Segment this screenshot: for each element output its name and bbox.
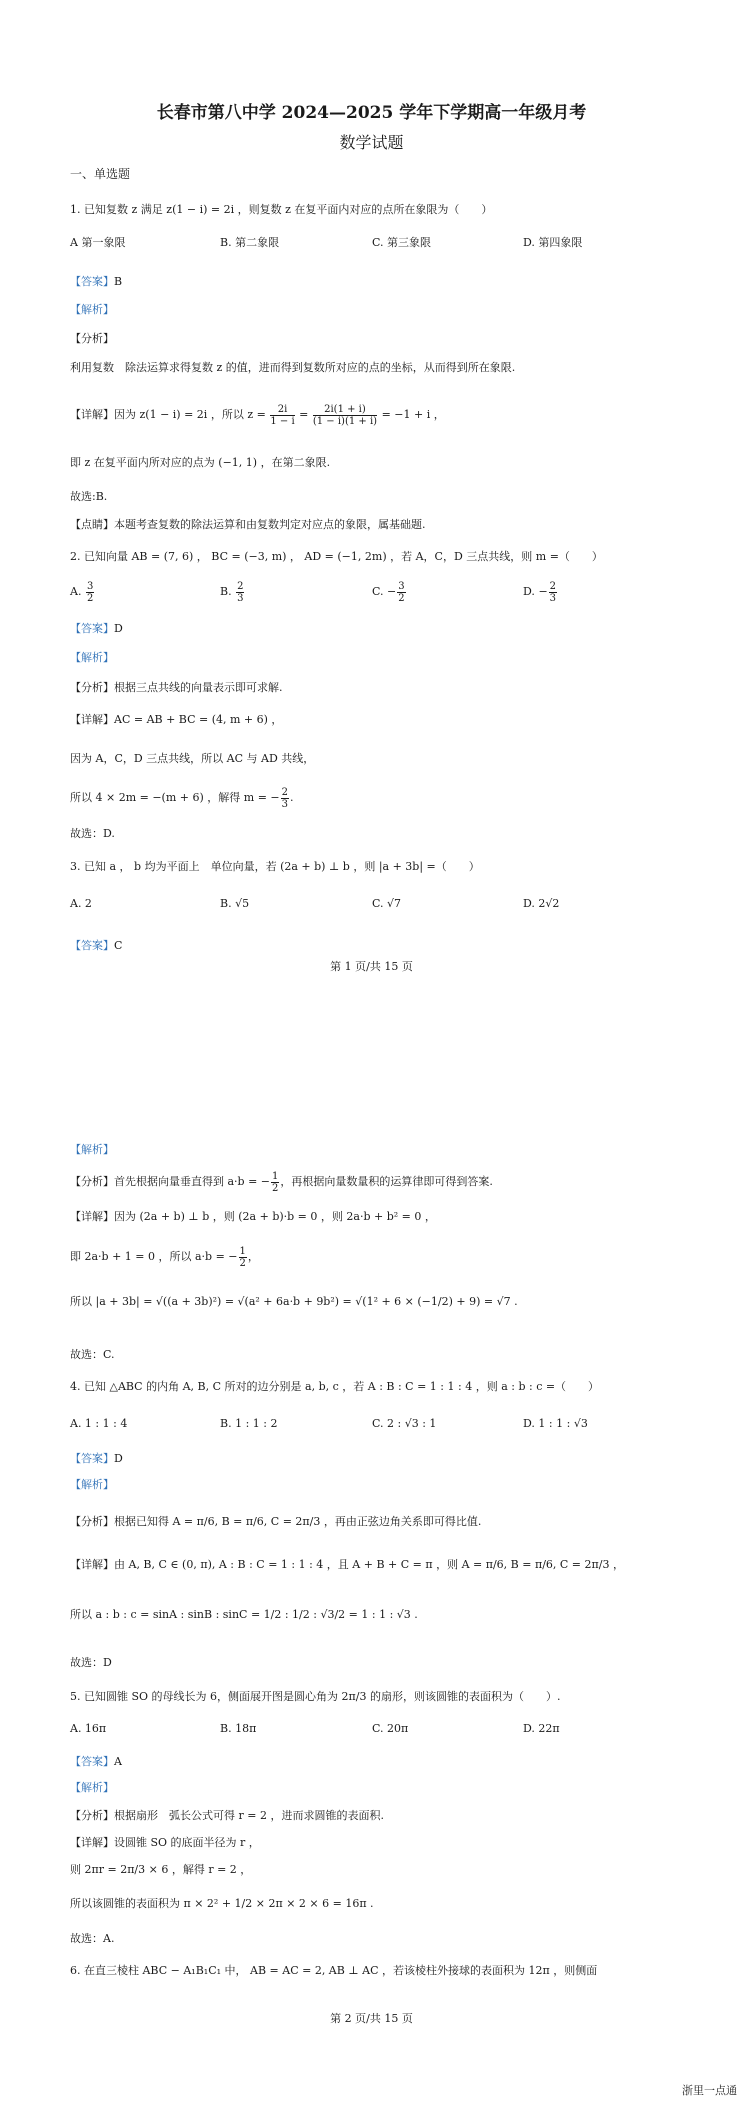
- q4-analysis-tag: 【解析】: [70, 1478, 114, 1491]
- doc-subtitle: 数学试题: [339, 133, 404, 152]
- q6-stem: 6. 在直三棱柱 ABC − A₁B₁C₁ 中， AB = AC = 2, AB ⊥ AC ，若该棱柱外接球的表面积为 12π ，则侧面: [70, 1964, 598, 1977]
- q3-line2: 所以 |a + 3b| = √((a + 3b)²) = √(a² + 6a·b + 9b²) = √(1² + 6 × (−1/2) + 9) = √7 .: [70, 1295, 518, 1308]
- q2-detail: 【详解】AC = AB + BC = (4, m + 6) ，: [70, 713, 283, 726]
- q5-option-b: B. 18π: [220, 1722, 257, 1735]
- q1-point: 即 z 在复平面内所对应的点为 (−1, 1) ，在第二象限.: [70, 456, 331, 469]
- q2-choose: 故选：D.: [70, 827, 115, 840]
- section-heading: 一、单选题: [70, 167, 131, 181]
- q2-line1: 因为 A，C，D 三点共线，所以 AC 与 AD 共线，: [70, 752, 315, 765]
- q1-choose: 故选:B.: [70, 490, 108, 503]
- q4-choose: 故选：D: [70, 1656, 112, 1669]
- q3-analysis-tag: 【解析】: [70, 1143, 114, 1156]
- q5-answer: 【答案】A: [70, 1755, 122, 1768]
- q3-stem: 3. 已知 a ， b 均为平面上 单位向量，若 (2a + b) ⊥ b ，则 |a + 3b| =（ ）: [70, 860, 480, 873]
- q4-option-b: B. 1 : 1 : 2: [220, 1417, 278, 1430]
- q2-stem: 2. 已知向量 AB = (7, 6) ， BC = (−3, m) ， AD = (−1, 2m) ，若 A，C，D 三点共线，则 m =（ ）: [70, 550, 603, 563]
- q4-answer: 【答案】D: [70, 1452, 123, 1465]
- q5-stem: 5. 已知圆锥 SO 的母线长为 6，侧面展开图是圆心角为 2π/3 的扇形，则该圆锥的表面积为（ ）.: [70, 1690, 561, 1703]
- q1-option-a: A 第一象限: [70, 236, 126, 249]
- q5-line1: 则 2πr = 2π/3 × 6 ，解得 r = 2 ，: [70, 1863, 252, 1876]
- q4-fenxi: 【分析】根据已知得 A = π/6, B = π/6, C = 2π/3 ，再由正弦边角关系即可得比值.: [70, 1515, 482, 1528]
- q2-option-b: B. $\frac{2}{3}$: [220, 580, 244, 604]
- q4-option-a: A. 1 : 1 : 4: [70, 1417, 128, 1430]
- q4-option-c: C. 2 : √3 : 1: [372, 1417, 437, 1430]
- q4-detail: 【详解】由 A, B, C ∈ (0, π), A : B : C = 1 : 1 : 4 ，且 A + B + C = π ，则 A = π/6, B = π/6, C = 2π/3 ，: [70, 1558, 624, 1571]
- watermark-text: 浙里一点通: [682, 2084, 737, 2097]
- q1-comment: 【点睛】本题考查复数的除法运算和由复数判定对应点的象限，属基础题.: [70, 518, 426, 531]
- q5-option-c: C. 20π: [372, 1722, 409, 1735]
- q1-option-c: C. 第三象限: [372, 236, 432, 249]
- q1-answer: 【答案】B: [70, 275, 123, 288]
- q1-fenxi-tag: 【分析】: [70, 332, 114, 345]
- q5-detail: 【详解】设圆锥 SO 的底面半径为 r ，: [70, 1836, 260, 1849]
- q1-fenxi: 利用复数 除法运算求得复数 z 的值，进而得到复数所对应的点的坐标，从而得到所在象限.: [70, 361, 516, 374]
- q5-option-a: A. 16π: [70, 1722, 107, 1735]
- q1-detail: 【详解】因为 z(1 − i) = 2i ，所以 z = $\frac{2i}{1 - i}$ = $\frac{2i(1 + i)}{(1 - i)(1 + i)}$ = −1 + i ，: [70, 403, 445, 427]
- q2-option-c: C. − $\frac{3}{2}$: [372, 580, 405, 604]
- q2-fenxi: 【分析】根据三点共线的向量表示即可求解.: [70, 681, 283, 694]
- q3-line1: 即 2a·b + 1 = 0 ，所以 a·b = − $\frac{1}{2}$ ，: [70, 1245, 259, 1269]
- q1-option-d: D. 第四象限: [523, 236, 583, 249]
- q5-choose: 故选：A.: [70, 1932, 115, 1945]
- page-footer-1: 第 1 页/共 15 页: [330, 960, 413, 973]
- q2-option-d: D. − $\frac{2}{3}$: [523, 580, 557, 604]
- q5-line2: 所以该圆锥的表面积为 π × 2² + 1/2 × 2π × 2 × 6 = 16π .: [70, 1897, 374, 1910]
- q3-choose: 故选：C.: [70, 1348, 115, 1361]
- q2-line2: 所以 4 × 2m = −(m + 6) ，解得 m = − $\frac{2}{3}$ .: [70, 786, 294, 810]
- q4-stem: 4. 已知 △ABC 的内角 A, B, C 所对的边分别是 a, b, c ，若 A : B : C = 1 : 1 : 4 ，则 a : b : c =（ ）: [70, 1380, 600, 1393]
- q3-answer: 【答案】C: [70, 939, 123, 952]
- q3-fenxi: 【分析】首先根据向量垂直得到 a·b = − $\frac{1}{2}$ ，再根据向量数量积的运算律即可得到答案.: [70, 1170, 493, 1194]
- q1-option-b: B. 第二象限: [220, 236, 280, 249]
- q4-option-d: D. 1 : 1 : √3: [523, 1417, 588, 1430]
- q2-analysis-tag: 【解析】: [70, 651, 114, 664]
- q2-answer: 【答案】D: [70, 622, 123, 635]
- q5-analysis-tag: 【解析】: [70, 1781, 114, 1794]
- q3-option-a: A. 2: [70, 897, 92, 910]
- page-footer-2: 第 2 页/共 15 页: [330, 2012, 413, 2025]
- doc-title: 长春市第八中学 2024—2025 学年下学期高一年级月考: [156, 103, 587, 123]
- q3-detail: 【详解】因为 (2a + b) ⊥ b ，则 (2a + b)·b = 0 ，则 2a·b + b² = 0 ，: [70, 1210, 436, 1223]
- page-2: [0, 1050, 743, 2104]
- q2-option-a: A. $\frac{3}{2}$: [70, 580, 94, 604]
- q4-line1: 所以 a : b : c = sinA : sinB : sinC = 1/2 : 1/2 : √3/2 = 1 : 1 : √3 .: [70, 1608, 418, 1621]
- q3-option-d: D. 2√2: [523, 897, 560, 910]
- q5-fenxi: 【分析】根据扇形 弧长公式可得 r = 2 ，进而求圆锥的表面积.: [70, 1809, 384, 1822]
- q5-option-d: D. 22π: [523, 1722, 560, 1735]
- q1-analysis-tag: 【解析】: [70, 303, 114, 316]
- q1-stem: 1. 已知复数 z 满足 z(1 − i) = 2i ，则复数 z 在复平面内对应的点所在象限为（ ）: [70, 203, 493, 216]
- page-1: [0, 0, 743, 1050]
- q3-option-b: B. √5: [220, 897, 250, 910]
- q3-option-c: C. √7: [372, 897, 402, 910]
